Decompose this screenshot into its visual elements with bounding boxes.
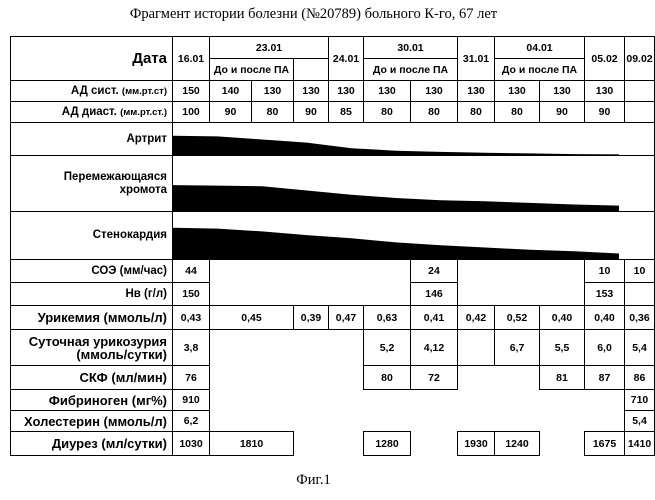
cell: 1410: [625, 432, 655, 456]
cell: 1240: [495, 432, 540, 456]
cell: 5,2: [364, 330, 411, 366]
stenokardia-label: Стенокардия: [11, 212, 173, 260]
cell: 1675: [585, 432, 625, 456]
artrit-label: Артрит: [11, 123, 173, 156]
cell: 90: [540, 102, 585, 123]
artrit-band: [173, 124, 619, 155]
cell: 86: [625, 366, 655, 390]
cell: 0,40: [540, 306, 585, 330]
skf-label: СКФ (мл/мин): [11, 366, 173, 390]
date-24-01: 24.01: [329, 37, 364, 81]
cell: 6,2: [173, 411, 210, 432]
cell: 3,8: [173, 330, 210, 366]
cell: [458, 366, 540, 390]
cell: 130: [252, 81, 294, 102]
ad-dia-label: АД диаст. (мм.рт.ст.): [11, 102, 173, 123]
date-header-label: Дата: [11, 37, 173, 81]
cell: 24: [411, 260, 458, 283]
urikemia-label: Урикемия (ммоль/л): [11, 306, 173, 330]
cell: 44: [173, 260, 210, 283]
cell: 0,42: [458, 306, 495, 330]
date-30-01: 30.01: [364, 37, 458, 59]
cell: 0,40: [585, 306, 625, 330]
cell: [458, 330, 495, 366]
cell: 85: [329, 102, 364, 123]
row-soe: [11, 260, 655, 283]
cell: 4,12: [411, 330, 458, 366]
cell: 910: [173, 390, 210, 411]
cell: 130: [411, 81, 458, 102]
cell: 80: [364, 366, 411, 390]
figure-caption: Фиг.1: [296, 472, 331, 488]
cell: 76: [173, 366, 210, 390]
subheader-04-01: До и после ПА: [495, 59, 585, 81]
diurez-label: Диурез (мл/сутки): [11, 432, 173, 456]
subheader-23-01: До и после ПА: [210, 59, 294, 81]
cell: 130: [495, 81, 540, 102]
subheader-blank: [294, 59, 329, 81]
cell: 130: [294, 81, 329, 102]
cell: 5,4: [625, 411, 655, 432]
stenokardia-band: [173, 213, 619, 259]
cell: 80: [364, 102, 411, 123]
soe-label: СОЭ (мм/час): [11, 260, 173, 283]
cell: 80: [458, 102, 495, 123]
hromota-band: [173, 157, 619, 211]
date-05-02: 05.02: [585, 37, 625, 81]
cell: 0,43: [173, 306, 210, 330]
hromota-label: Перемежающаяся хромота: [11, 156, 173, 212]
date-23-01: 23.01: [210, 37, 329, 59]
cell: 0,63: [364, 306, 411, 330]
cell: [625, 283, 655, 306]
cell: 5,5: [540, 330, 585, 366]
cell: 150: [173, 283, 210, 306]
cell: [540, 432, 585, 456]
cell: [625, 102, 655, 123]
cell: [625, 81, 655, 102]
cell: 90: [585, 102, 625, 123]
urikozuria-label: Суточная урикозурия (ммоль/сутки): [11, 330, 173, 366]
cell: 80: [252, 102, 294, 123]
row-skf: [11, 366, 655, 390]
cell: [458, 260, 585, 283]
document-title: Фрагмент истории болезни (№20789) больного К-го, 67 лет: [129, 6, 498, 22]
cell: 130: [364, 81, 411, 102]
cell: 6,0: [585, 330, 625, 366]
cell: 6,7: [495, 330, 540, 366]
cell: 10: [585, 260, 625, 283]
medical-history-table: [10, 36, 655, 456]
cell: 1810: [210, 432, 294, 456]
row-hromota: [11, 156, 655, 212]
row-diurez: [11, 432, 655, 456]
cell: 0,39: [294, 306, 329, 330]
cell: 130: [458, 81, 495, 102]
cell: 146: [411, 283, 458, 306]
date-09-02: 09.02: [625, 37, 655, 81]
cell: [458, 283, 585, 306]
cell: 90: [294, 102, 329, 123]
date-04-01: 04.01: [495, 37, 585, 59]
cell: 140: [210, 81, 252, 102]
row-holesterin: [11, 411, 655, 432]
row-ad-sys: [11, 81, 655, 102]
row-hb: [11, 283, 655, 306]
cell: [210, 260, 411, 283]
row-urikozuria: [11, 330, 655, 366]
cell: 130: [540, 81, 585, 102]
stenokardia-band-cell: [173, 212, 655, 260]
cell: 1280: [364, 432, 411, 456]
cell: 90: [210, 102, 252, 123]
cell: 0,41: [411, 306, 458, 330]
row-fibrinogen: [11, 390, 655, 411]
row-stenokardia: [11, 212, 655, 260]
date-16-01: 16.01: [173, 37, 210, 81]
date-31-01: 31.01: [458, 37, 495, 81]
cell: 0,45: [210, 306, 294, 330]
cell: 153: [585, 283, 625, 306]
cell: 10: [625, 260, 655, 283]
cell: 1930: [458, 432, 495, 456]
cell: 5,4: [625, 330, 655, 366]
cell: [294, 432, 364, 456]
hromota-severity-area: [173, 185, 619, 211]
cell: [210, 366, 364, 390]
cell: 130: [585, 81, 625, 102]
cell: 150: [173, 81, 210, 102]
cell: 100: [173, 102, 210, 123]
cell: 0,52: [495, 306, 540, 330]
fibrinogen-label: Фибриноген (мг%): [11, 390, 173, 411]
cell: [210, 390, 625, 411]
artrit-band-cell: [173, 123, 655, 156]
hb-label: Нв (г/л): [11, 283, 173, 306]
cell: 1030: [173, 432, 210, 456]
row-artrit: [11, 123, 655, 156]
stenokardia-severity-area: [173, 227, 619, 258]
cell: 87: [585, 366, 625, 390]
cell: 72: [411, 366, 458, 390]
row-ad-dia: [11, 102, 655, 123]
cell: [210, 283, 411, 306]
cell: 0,36: [625, 306, 655, 330]
artrit-severity-area: [173, 135, 619, 154]
cell: 80: [495, 102, 540, 123]
cell: 130: [329, 81, 364, 102]
cell: 80: [411, 102, 458, 123]
subheader-30-01: До и после ПА: [364, 59, 458, 81]
cell: 81: [540, 366, 585, 390]
cell: [210, 330, 364, 366]
cell: 710: [625, 390, 655, 411]
row-urikemia: [11, 306, 655, 330]
hromota-band-cell: [173, 156, 655, 212]
cell: [210, 411, 625, 432]
ad-sys-label: АД сист. (мм.рт.ст): [11, 81, 173, 102]
holesterin-label: Холестерин (ммоль/л): [11, 411, 173, 432]
cell: 0,47: [329, 306, 364, 330]
cell: [411, 432, 458, 456]
